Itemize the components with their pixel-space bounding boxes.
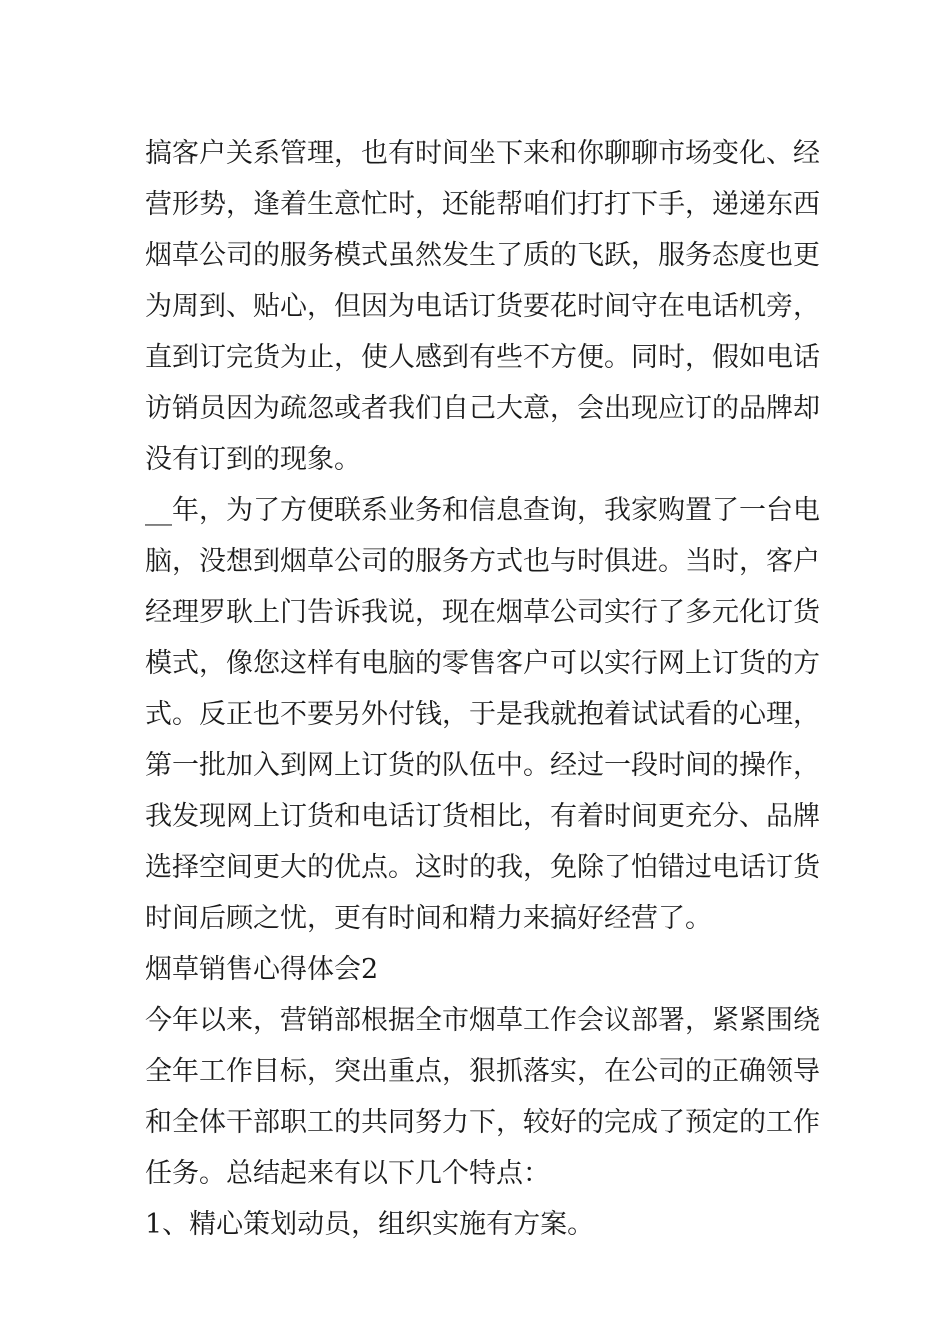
- document-body: [145, 128, 820, 1250]
- text-line: 今年以来，营销部根据全市烟草工作会议部署，紧紧围绕: [145, 1005, 820, 1036]
- text-line: 模式，像您这样有电脑的零售客户可以实行网上订货的方: [145, 648, 820, 679]
- text-line: 访销员因为疏忽或者我们自己大意，会出现应订的品牌却: [145, 393, 820, 424]
- text-line: 为周到、贴心，但因为电话订货要花时间守在电话机旁，: [145, 291, 820, 322]
- text-line: 时间后顾之忧，更有时间和精力来搞好经营了。: [145, 903, 712, 934]
- text-line: 式。反正也不要另外付钱，于是我就抱着试试看的心理，: [145, 699, 820, 730]
- text-line: 脑，没想到烟草公司的服务方式也与时俱进。当时，客户: [145, 546, 820, 577]
- text-line: 搞客户关系管理，也有时间坐下来和你聊聊市场变化、经: [145, 138, 820, 169]
- text-line: 烟草公司的服务模式虽然发生了质的飞跃，服务态度也更: [145, 240, 820, 271]
- text-line: 直到订完货为止，使人感到有些不方便。同时，假如电话: [145, 342, 820, 373]
- text-line: 我发现网上订货和电话订货相比，有着时间更充分、品牌: [145, 801, 820, 832]
- list-item: 1、精心策划动员，组织实施有方案。: [145, 1209, 595, 1240]
- text-line: 和全体干部职工的共同努力下，较好的完成了预定的工作: [145, 1107, 820, 1138]
- text-line: 经理罗耿上门告诉我说，现在烟草公司实行了多元化订货: [145, 597, 820, 628]
- text-line: 第一批加入到网上订货的队伍中。经过一段时间的操作，: [145, 750, 820, 781]
- text-line: __年，为了方便联系业务和信息查询，我家购置了一台电: [145, 495, 820, 526]
- text-line: 营形势，逢着生意忙时，还能帮咱们打打下手，递递东西: [145, 189, 820, 220]
- text-line: 没有订到的现象。: [145, 444, 361, 475]
- text-line: 选择空间更大的优点。这时的我，免除了怕错过电话订货: [145, 852, 820, 883]
- section-heading: 烟草销售心得体会2: [145, 954, 379, 985]
- text-line: 任务。总结起来有以下几个特点：: [145, 1158, 550, 1189]
- text-line: 全年工作目标，突出重点，狠抓落实，在公司的正确领导: [145, 1056, 820, 1087]
